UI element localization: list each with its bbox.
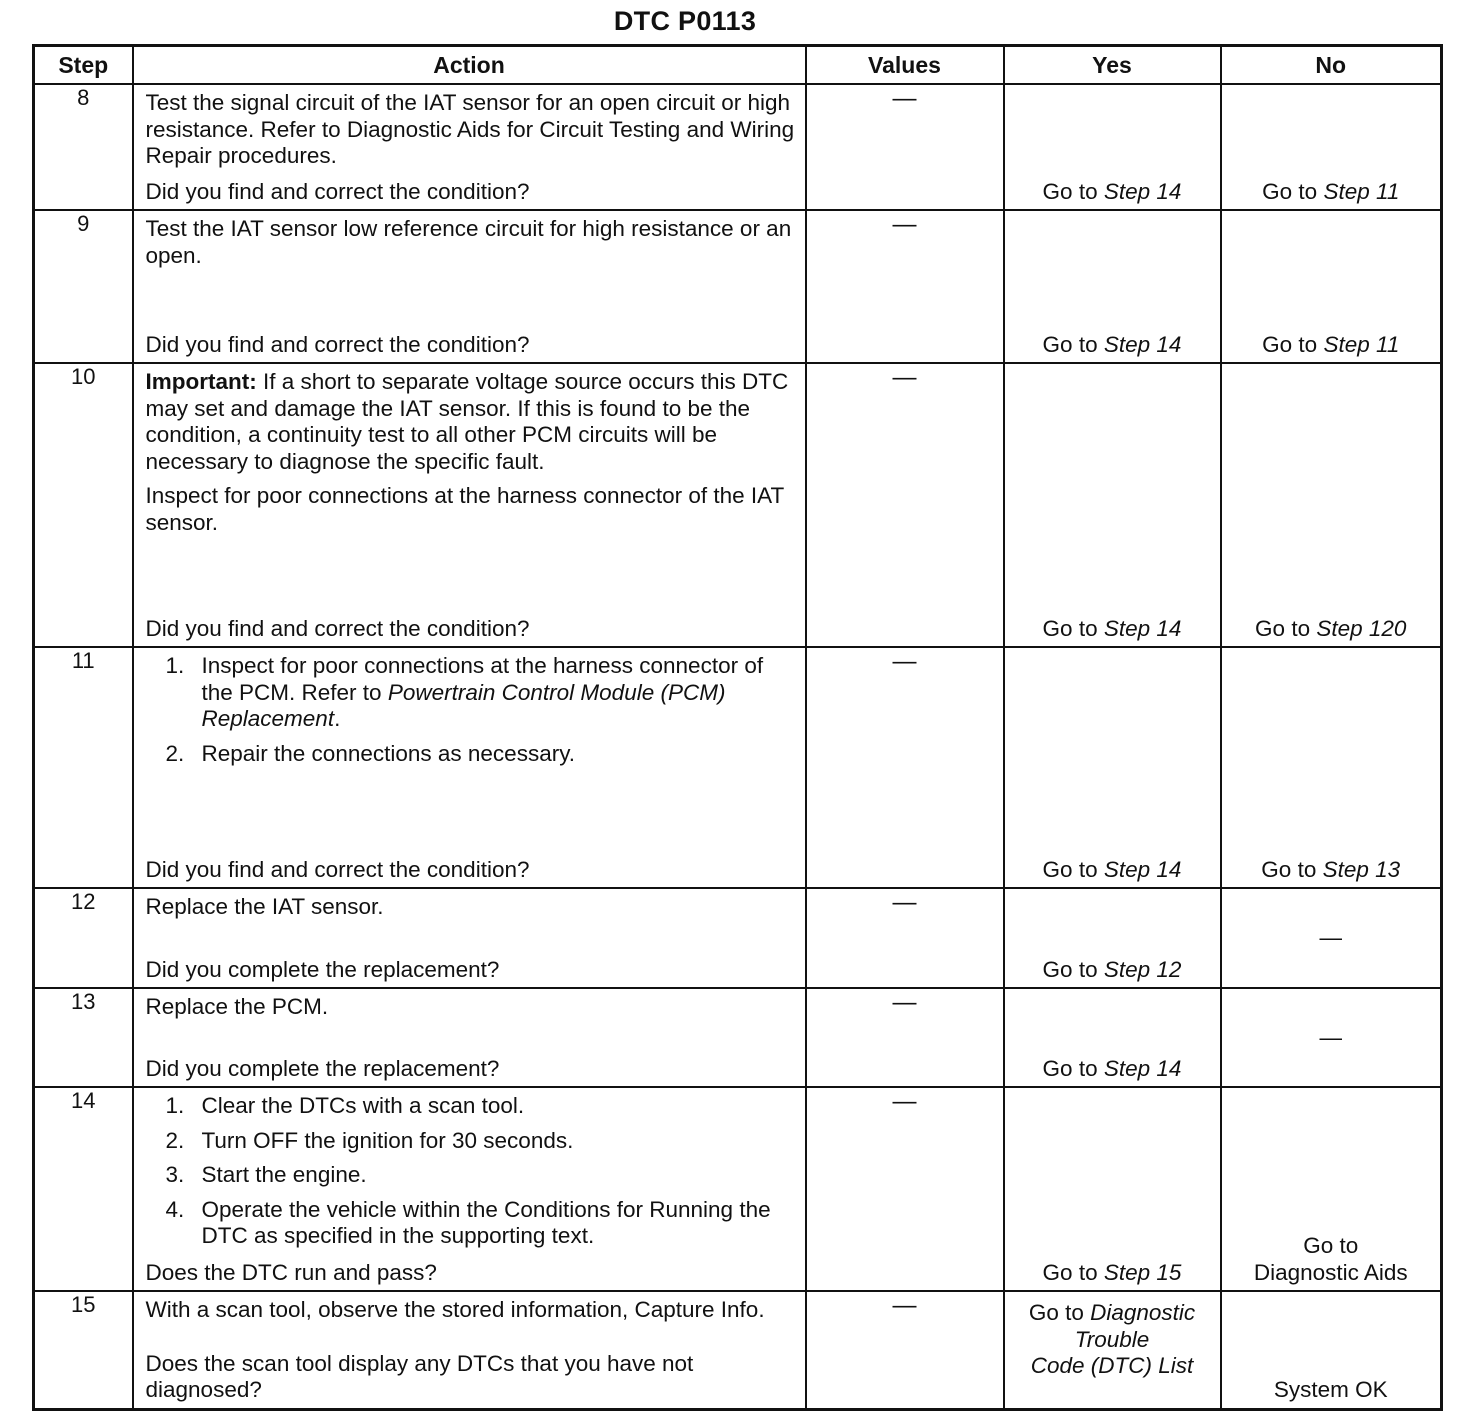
step-number: 12: [34, 888, 133, 988]
action-cell: [133, 647, 806, 888]
table-row-step-12: [34, 888, 1442, 988]
list-item: 1. Clear the DTCs with a scan tool.: [165, 1093, 525, 1118]
header-yes: Yes: [1004, 46, 1221, 85]
no-cell: [1221, 84, 1442, 210]
step-number: 13: [34, 988, 133, 1087]
action-cell: [133, 1291, 806, 1409]
action-list: [146, 1093, 795, 1250]
list-item: 1. Inspect for poor connections at the harness connector of the PCM. Refer to Powertrain Control Module (PCM) Replacement.: [165, 653, 764, 731]
action-text: With a scan tool, observe the stored information, Capture Info.: [145, 1297, 765, 1322]
goto-label: Go to: [1262, 331, 1318, 357]
step-link[interactable]: Step 12: [1103, 956, 1182, 982]
action-cell: [133, 363, 806, 647]
no-cell: [1221, 1291, 1442, 1409]
yes-cell: [1004, 888, 1221, 988]
values-cell: —: [806, 210, 1004, 363]
action-cell: [133, 210, 806, 363]
table-row-step-15: [34, 1291, 1442, 1409]
dtc-list-link[interactable]: Go to Diagnostic Trouble Code (DTC) List: [1028, 1300, 1196, 1378]
no-dash: —: [1319, 1024, 1342, 1050]
action-question: Does the scan tool display any DTCs that you have not diagnosed?: [145, 1350, 694, 1402]
goto-label: Go to: [1042, 331, 1098, 357]
action-text: Test the signal circuit of the IAT sensor for an open circuit or high resistance. Refer to Diagnostic Aids for Circuit Testing and Wiring Repair procedures.: [145, 90, 795, 168]
important-text: If a short to separate voltage source occurs this DTC may set and damage the IAT sensor. If this is found to be the condition, a continuity test to all other PCM circuits will be necessary to diagnose the specific fault.: [145, 369, 789, 474]
values-cell: —: [806, 988, 1004, 1087]
action-question: Did you find and correct the condition?: [145, 615, 530, 641]
action-cell: [133, 988, 806, 1087]
step-link[interactable]: Step 14: [1103, 856, 1182, 882]
dtc-table: [32, 44, 1443, 1411]
yes-cell: [1004, 84, 1221, 210]
list-item: 3. Start the engine.: [165, 1162, 367, 1187]
action-question: Did you find and correct the condition?: [145, 331, 530, 357]
reference-link[interactable]: Powertrain Control Module (PCM) Replacement: [201, 679, 726, 731]
action-text: Inspect for poor connections at the harness connector of the IAT sensor.: [145, 483, 784, 535]
yes-cell: [1004, 647, 1221, 888]
action-question: Did you find and correct the condition?: [145, 178, 530, 204]
yes-cell: [1004, 210, 1221, 363]
step-number: 11: [34, 647, 133, 888]
goto-label: Go to: [1042, 856, 1098, 882]
table-row-step-10: [34, 363, 1442, 647]
no-cell: [1221, 363, 1442, 647]
step-link[interactable]: Step 14: [1103, 331, 1182, 357]
values-cell: —: [806, 1291, 1004, 1409]
step-link[interactable]: Step 14: [1103, 178, 1182, 204]
action-cell: [133, 888, 806, 988]
values-cell: —: [806, 1087, 1004, 1291]
yes-cell: [1004, 1087, 1221, 1291]
no-cell: [1221, 888, 1442, 988]
table-header-row: [34, 46, 1442, 85]
step-number: 9: [34, 210, 133, 363]
values-cell: —: [806, 84, 1004, 210]
table-row-step-9: [34, 210, 1442, 363]
list-item: 4. Operate the vehicle within the Conditions for Running the DTC as specified in the supporting text.: [165, 1196, 771, 1248]
no-cell: [1221, 210, 1442, 363]
values-cell: —: [806, 647, 1004, 888]
action-question: Does the DTC run and pass?: [145, 1259, 437, 1285]
goto-label: Go to: [1042, 1259, 1098, 1285]
step-number: 10: [34, 363, 133, 647]
list-item: 2. Turn OFF the ignition for 30 seconds.: [165, 1127, 574, 1153]
step-number: 8: [34, 84, 133, 210]
header-no: No: [1221, 46, 1442, 85]
step-link[interactable]: Step 11: [1323, 178, 1400, 204]
table-row-step-8: [34, 84, 1442, 210]
yes-cell: [1004, 1291, 1221, 1409]
step-number: 15: [34, 1291, 133, 1409]
goto-label: Go to: [1261, 856, 1317, 882]
step-link[interactable]: Step 120: [1316, 615, 1407, 641]
action-question: Did you complete the replacement?: [145, 956, 500, 982]
step-number: 14: [34, 1087, 133, 1291]
header-values: Values: [806, 46, 1004, 85]
action-question: Did you complete the replacement?: [145, 1055, 500, 1081]
goto-label: Go to: [1042, 956, 1098, 982]
goto-label: Go to: [1042, 1055, 1098, 1081]
action-question: Did you find and correct the condition?: [145, 856, 530, 882]
yes-cell: [1004, 363, 1221, 647]
diagnostic-aids-link[interactable]: Go to Diagnostic Aids: [1253, 1233, 1408, 1285]
header-step: Step: [34, 46, 133, 85]
action-text: Replace the PCM.: [145, 994, 329, 1019]
goto-label: Go to: [1042, 615, 1098, 641]
yes-cell: [1004, 988, 1221, 1087]
no-cell: [1221, 1087, 1442, 1291]
table-row-step-11: [34, 647, 1442, 888]
goto-label: Go to: [1262, 178, 1318, 204]
goto-label: Go to: [1042, 178, 1098, 204]
no-dash: —: [1319, 924, 1342, 950]
page-title: DTC P0113: [613, 6, 757, 36]
step-link[interactable]: Step 11: [1323, 331, 1400, 357]
important-note: [146, 369, 795, 475]
important-label: Important:: [145, 369, 257, 394]
values-cell: —: [806, 363, 1004, 647]
no-cell: [1221, 647, 1442, 888]
step-link[interactable]: Step 14: [1103, 615, 1182, 641]
goto-label: Go to: [1255, 615, 1311, 641]
step-link[interactable]: Step 14: [1103, 1055, 1182, 1081]
action-text: Test the IAT sensor low reference circuit for high resistance or an open.: [145, 216, 792, 268]
list-item: 2. Repair the connections as necessary.: [165, 740, 576, 766]
step-link[interactable]: Step 13: [1322, 856, 1401, 882]
action-list: [146, 653, 795, 767]
action-cell: [133, 84, 806, 210]
no-cell: [1221, 988, 1442, 1087]
table-row-step-13: [34, 988, 1442, 1087]
header-action: Action: [133, 46, 806, 85]
action-cell: [133, 1087, 806, 1291]
action-text: Replace the IAT sensor.: [145, 894, 384, 919]
system-ok-text: System OK: [1273, 1377, 1388, 1402]
values-cell: —: [806, 888, 1004, 988]
table-row-step-14: [34, 1087, 1442, 1291]
step-link[interactable]: Step 15: [1103, 1259, 1182, 1285]
